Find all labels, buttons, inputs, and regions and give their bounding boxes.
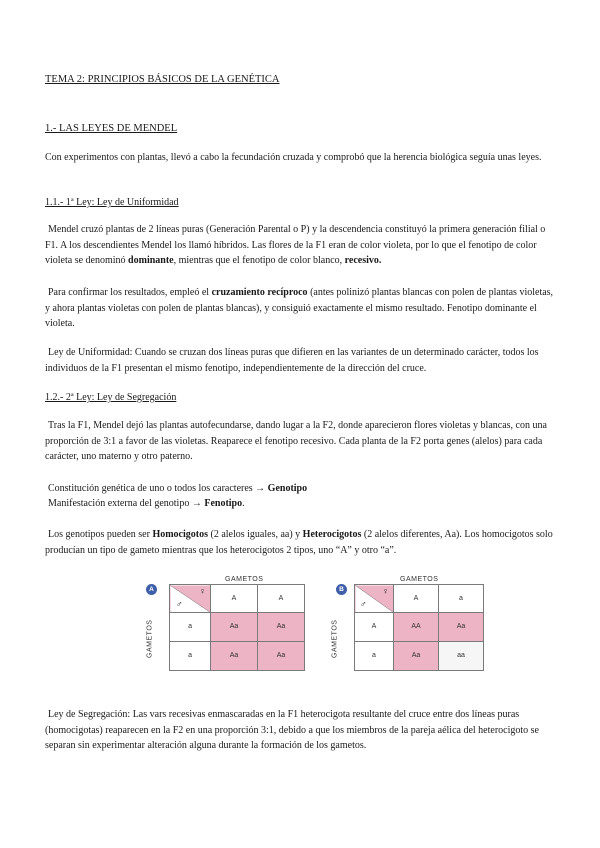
term-recesivo: recesivo. <box>344 255 382 266</box>
text-segment: (antes polinizó plantas blancas con polen de plantas violetas, y ahora plantas violetas con polen de plantas blancas), y consiguió exactamente el mismo resultado. Fenotipo dominante el violeta. <box>45 287 554 329</box>
punnett-grid-a <box>169 584 305 671</box>
male-symbol-icon: ♂ <box>360 599 367 609</box>
genotype-cell: Aa <box>439 613 484 642</box>
gamete-side-cell: a <box>170 613 211 642</box>
term-genotipo: Genotipo <box>267 483 308 494</box>
heading-ley-segregacion: 1.2.- 2ª Ley: Ley de Segregación <box>45 392 177 403</box>
paragraph-homo-hetero <box>45 527 557 558</box>
genotype-cell: AA <box>394 613 439 642</box>
genotipo-line <box>45 481 557 497</box>
term-fenotipo: Fenotipo <box>204 498 243 509</box>
punnett-square-a <box>145 572 305 672</box>
term-cruzamiento-reciproco: cruzamiento recíproco <box>211 287 308 298</box>
text-segment: (2 alelos diferentes, Aa). Los homocigotos solo producían un tipo de gameto mientras que los heterocigotos 2 tipos, uno “A” y otro “a”. <box>45 529 553 556</box>
document-title: TEMA 2: PRINCIPIOS BÁSICOS DE LA GENÉTICA <box>45 74 280 85</box>
gamete-side-cell: A <box>355 613 394 642</box>
gamete-side-cell: a <box>170 642 211 671</box>
intro-paragraph: Con experimentos con plantas, llevó a cabo la fecundación cruzada y comprobó que la herencia biológica seguía unas leyes. <box>45 152 542 163</box>
gamete-top-cell: A <box>258 585 305 613</box>
paragraph-segregacion-1: Tras la F1, Mendel dejó las plantas autofecundarse, dando lugar a la F2, donde aparecieron flores violetas y blancas, con una proporción de 3:1 a favor de las violetas. Reaparece el fenotipo recesivo. Cada planta de la F2 porta genes (alelos) para cada carácter, uno materno y otro paterno. <box>45 420 547 462</box>
text-segment: (2 alelos iguales, aa) y <box>207 529 303 540</box>
term-dominante: dominante <box>128 255 174 266</box>
text-segment: Para confirmar los resultados, empleó el <box>48 287 212 298</box>
gametos-side-label: GAMETOS <box>146 619 154 658</box>
gamete-top-cell: A <box>211 585 258 613</box>
badge-b: B <box>336 584 347 595</box>
genotype-cell: Aa <box>258 613 305 642</box>
gametos-top-label: GAMETOS <box>225 576 264 583</box>
genotype-cell: Aa <box>394 642 439 671</box>
text-segment: Los genotipos pueden ser <box>48 529 153 540</box>
section-heading-leyes-mendel: 1.- LAS LEYES DE MENDEL <box>45 123 178 134</box>
genotype-cell: Aa <box>258 642 305 671</box>
paragraph-uniformidad-2 <box>45 285 557 332</box>
gamete-top-cell: A <box>394 585 439 613</box>
genotype-cell: Aa <box>211 642 258 671</box>
text-segment: . <box>242 498 245 509</box>
text-segment: Manifestación externa del genotipo → <box>48 498 205 509</box>
corner-cell <box>355 585 394 613</box>
gamete-side-cell: a <box>355 642 394 671</box>
genotype-cell: aa <box>439 642 484 671</box>
gametos-side-label: GAMETOS <box>331 619 339 658</box>
badge-a: A <box>146 584 157 595</box>
term-homocigotos: Homocigotos <box>152 529 208 540</box>
paragraph-ley-uniformidad-def: Ley de Uniformidad: Cuando se cruzan dos líneas puras que difieren en las variantes de un determinado carácter, todos los individuos de la F1 presentan el mismo fenotipo, independientemente de la dirección del cruce. <box>45 347 539 374</box>
paragraph-uniformidad-1 <box>45 222 557 269</box>
punnett-square-b <box>332 572 492 672</box>
male-symbol-icon: ♂ <box>176 599 183 609</box>
punnett-grid-b <box>354 584 484 671</box>
corner-cell <box>170 585 211 613</box>
genotype-cell: Aa <box>211 613 258 642</box>
text-segment: Constitución genética de uno o todos los caracteres → <box>48 483 268 494</box>
heading-ley-uniformidad: 1.1.- 1ª Ley: Ley de Uniformidad <box>45 197 179 208</box>
female-symbol-icon: ♀ <box>382 586 389 596</box>
gametos-top-label: GAMETOS <box>400 576 439 583</box>
paragraph-ley-segregacion-def: Ley de Segregación: Las vars recesivas enmascaradas en la F1 heterocigota resultante del cruce entre dos líneas puras (homocigotas) reaparecen en la F2 en una proporción 3:1, debido a que los miembros de la pareja aélica del heterocigoto se separan sin experimentar alteración alguna durante la formación de los gametos. <box>45 709 539 751</box>
text-segment: Mendel cruzó plantas de 2 líneas puras (Generación Parental o P) y la descendencia constituyó la primera generación filial o F1. A los descendientes Mendel los llamó híbridos. Las flores de la F1 eran de color violeta, por lo que el fenotipo de color violeta se denominó <box>45 224 546 266</box>
gamete-top-cell: a <box>439 585 484 613</box>
term-heterocigotos: Heterocigotos <box>302 529 362 540</box>
female-symbol-icon: ♀ <box>199 586 207 596</box>
fenotipo-line <box>45 496 557 512</box>
text-segment: , mientras que el fenotipo de color blanco, <box>173 255 345 266</box>
